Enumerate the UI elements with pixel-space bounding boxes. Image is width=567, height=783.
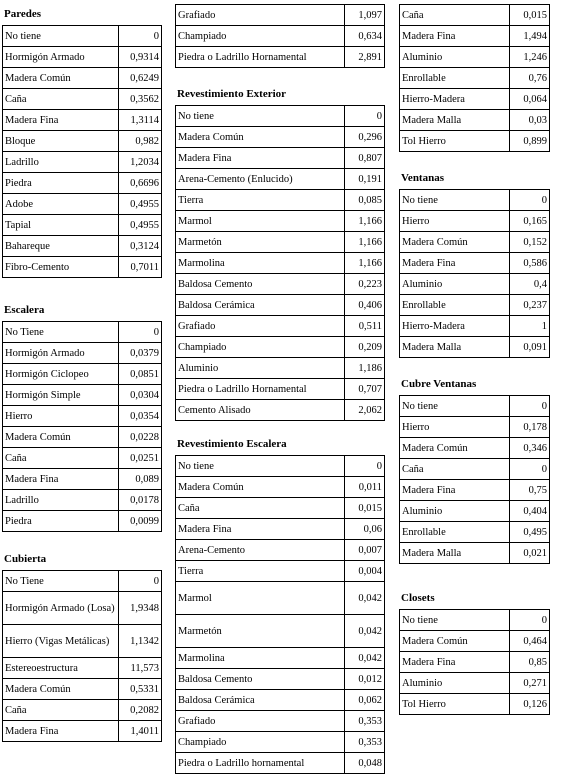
column-2	[175, 4, 385, 774]
factor-value: 0,237	[509, 295, 550, 316]
factor-value: 0,004	[345, 561, 385, 582]
material-label: Adobe	[3, 194, 119, 215]
table-row	[176, 561, 385, 582]
material-label: Tapial	[3, 215, 119, 236]
table-row	[3, 511, 162, 532]
factor-value: 0	[345, 106, 385, 127]
factor-value: 0,165	[509, 211, 550, 232]
table-row	[3, 658, 162, 679]
table-row	[400, 673, 550, 694]
table-row	[400, 131, 550, 152]
material-label: No Tiene	[3, 571, 119, 592]
table-row	[400, 190, 550, 211]
table-row	[3, 257, 162, 278]
material-label: Madera Fina	[3, 721, 119, 742]
factor-value: 0,011	[345, 477, 385, 498]
factor-value: 0,06	[345, 519, 385, 540]
material-label: Bloque	[3, 131, 119, 152]
table-row	[400, 501, 550, 522]
table-row	[3, 343, 162, 364]
table-row	[176, 274, 385, 295]
material-label: Madera Malla	[400, 110, 510, 131]
factor-value: 0,091	[509, 337, 550, 358]
table-row	[3, 625, 162, 658]
material-label: Caña	[3, 700, 119, 721]
factor-value: 0,85	[509, 652, 550, 673]
section-revestimiento-interior-cont	[175, 4, 385, 68]
table-row	[400, 274, 550, 295]
factor-table	[2, 25, 162, 278]
table-row	[3, 215, 162, 236]
factor-value: 0	[119, 571, 162, 592]
factor-value: 0,6249	[119, 68, 162, 89]
table-row	[3, 679, 162, 700]
table-row	[176, 648, 385, 669]
material-label: Madera Fina	[400, 253, 510, 274]
table-row	[3, 47, 162, 68]
material-label: Madera Común	[400, 232, 510, 253]
material-label: Bahareque	[3, 236, 119, 257]
material-label: Madera Común	[400, 631, 510, 652]
table-row	[176, 753, 385, 774]
factor-value: 0,404	[509, 501, 550, 522]
section-puertas-cont	[399, 4, 550, 152]
table-row	[3, 194, 162, 215]
material-label: Estereoestructura	[3, 658, 119, 679]
table-row	[400, 316, 550, 337]
table-row	[176, 47, 385, 68]
table-row	[3, 469, 162, 490]
factor-value: 0,012	[345, 669, 385, 690]
section-revestimiento-escalera	[175, 434, 385, 774]
table-row	[176, 669, 385, 690]
material-label: No tiene	[3, 26, 119, 47]
factor-value: 1,4011	[119, 721, 162, 742]
section-revestimiento-exterior	[175, 84, 385, 421]
material-label: No tiene	[176, 106, 345, 127]
section-closets	[399, 588, 550, 715]
factor-value: 0,042	[345, 582, 385, 615]
factor-value: 0,03	[509, 110, 550, 131]
section-title: Revestimiento Exterior	[177, 88, 287, 100]
factor-value: 11,573	[119, 658, 162, 679]
factor-value: 0	[119, 26, 162, 47]
material-label: Grafiado	[176, 5, 345, 26]
factor-value: 0,4	[509, 274, 550, 295]
table-row	[176, 711, 385, 732]
factor-table	[2, 321, 162, 532]
material-label: Arena-Cemento	[176, 540, 345, 561]
table-row	[3, 68, 162, 89]
factor-value: 0,021	[509, 543, 550, 564]
factor-value: 0,085	[345, 190, 385, 211]
table-row	[400, 211, 550, 232]
table-row	[400, 5, 550, 26]
factor-value: 1,186	[345, 358, 385, 379]
factor-value: 0,5331	[119, 679, 162, 700]
factor-value: 0,271	[509, 673, 550, 694]
table-row	[176, 400, 385, 421]
section-title: Escalera	[4, 304, 45, 316]
material-label: Madera Común	[3, 679, 119, 700]
factor-value: 0,296	[345, 127, 385, 148]
section-title: Paredes	[4, 8, 42, 20]
material-label: Enrollable	[400, 522, 510, 543]
factor-value: 0,062	[345, 690, 385, 711]
factor-value: 0,3124	[119, 236, 162, 257]
material-label: Hierro	[400, 211, 510, 232]
factor-value: 0,0851	[119, 364, 162, 385]
table-row	[3, 490, 162, 511]
factor-value: 0,586	[509, 253, 550, 274]
material-label: Marmol	[176, 211, 345, 232]
material-label: Tol Hierro	[400, 131, 510, 152]
factor-value: 0,7011	[119, 257, 162, 278]
material-label: Marmolina	[176, 253, 345, 274]
material-label: Grafiado	[176, 316, 345, 337]
material-label: Hierro	[3, 406, 119, 427]
factor-value: 0,0251	[119, 448, 162, 469]
material-label: Madera Fina	[400, 26, 510, 47]
material-label: Ladrillo	[3, 490, 119, 511]
material-label: Madera Fina	[3, 110, 119, 131]
material-label: Hormigón Armado	[3, 343, 119, 364]
factor-value: 1,166	[345, 232, 385, 253]
table-row	[3, 110, 162, 131]
table-row	[400, 47, 550, 68]
table-row	[400, 68, 550, 89]
table-row	[3, 448, 162, 469]
factor-value: 0,126	[509, 694, 550, 715]
factor-value: 0,353	[345, 732, 385, 753]
material-label: Madera Común	[176, 127, 345, 148]
material-label: No tiene	[400, 190, 510, 211]
material-label: Baldosa Cemento	[176, 669, 345, 690]
table-row	[400, 337, 550, 358]
table-row	[3, 89, 162, 110]
factor-value: 0,0379	[119, 343, 162, 364]
table-row	[176, 169, 385, 190]
factor-value: 0,2082	[119, 700, 162, 721]
table-row	[176, 295, 385, 316]
table-row	[176, 190, 385, 211]
table-row	[176, 148, 385, 169]
material-label: Champiado	[176, 337, 345, 358]
factor-value: 0,042	[345, 615, 385, 648]
factor-table	[175, 455, 385, 774]
section-escalera	[2, 300, 162, 532]
table-row	[3, 131, 162, 152]
material-label: Hormigón Armado (Losa)	[3, 592, 119, 625]
factor-table	[399, 395, 550, 564]
factor-value: 0,9314	[119, 47, 162, 68]
factor-value: 0,178	[509, 417, 550, 438]
factor-value: 0,634	[345, 26, 385, 47]
section-title: Revestimiento Escalera	[177, 438, 287, 450]
factor-value: 0,6696	[119, 173, 162, 194]
table-row	[3, 236, 162, 257]
factor-value: 0	[509, 396, 550, 417]
factor-value: 1,1342	[119, 625, 162, 658]
section-title: Cubre Ventanas	[401, 378, 477, 390]
factor-value: 0,048	[345, 753, 385, 774]
table-row	[3, 592, 162, 625]
material-label: No tiene	[400, 396, 510, 417]
factor-value: 0	[509, 610, 550, 631]
table-row	[400, 480, 550, 501]
section-title: Ventanas	[401, 172, 444, 184]
material-label: No tiene	[400, 610, 510, 631]
factor-value: 0,0228	[119, 427, 162, 448]
material-label: Marmetón	[176, 615, 345, 648]
material-label: Aluminio	[400, 47, 510, 68]
table-row	[3, 173, 162, 194]
material-label: Ladrillo	[3, 152, 119, 173]
material-label: Marmolina	[176, 648, 345, 669]
material-label: Piedra o Ladrillo hornamental	[176, 753, 345, 774]
material-label: Piedra	[3, 511, 119, 532]
factor-value: 1,097	[345, 5, 385, 26]
factor-value: 0,191	[345, 169, 385, 190]
table-row	[400, 694, 550, 715]
factor-value: 0,346	[509, 438, 550, 459]
material-label: Hierro	[400, 417, 510, 438]
factor-table	[399, 189, 550, 358]
material-label: Tierra	[176, 561, 345, 582]
material-label: Madera Fina	[3, 469, 119, 490]
table-row	[400, 295, 550, 316]
factor-value: 1,9348	[119, 592, 162, 625]
material-label: Champiado	[176, 26, 345, 47]
section-cubre-ventanas	[399, 374, 550, 564]
material-label: Arena-Cemento (Enlucido)	[176, 169, 345, 190]
factor-value: 0,464	[509, 631, 550, 652]
factor-value: 0,209	[345, 337, 385, 358]
material-label: Hormigón Simple	[3, 385, 119, 406]
factor-value: 0,223	[345, 274, 385, 295]
factor-value: 1,2034	[119, 152, 162, 173]
material-label: Piedra o Ladrillo Hornamental	[176, 379, 345, 400]
material-label: Madera Malla	[400, 337, 510, 358]
section-paredes	[2, 4, 162, 278]
column-3	[399, 4, 550, 715]
factor-value: 0,511	[345, 316, 385, 337]
material-label: Madera Común	[3, 427, 119, 448]
factor-value: 0,0354	[119, 406, 162, 427]
table-row	[400, 396, 550, 417]
table-row	[176, 316, 385, 337]
material-label: Hierro-Madera	[400, 316, 510, 337]
material-label: Baldosa Cerámica	[176, 295, 345, 316]
material-label: Cemento Alisado	[176, 400, 345, 421]
factor-value: 0	[119, 322, 162, 343]
factor-value: 0,0304	[119, 385, 162, 406]
material-label: Madera Fina	[400, 652, 510, 673]
table-row	[176, 253, 385, 274]
factor-value: 0,406	[345, 295, 385, 316]
table-row	[176, 615, 385, 648]
column-1	[2, 4, 162, 742]
factor-value: 0	[345, 456, 385, 477]
material-label: Aluminio	[400, 673, 510, 694]
table-row	[400, 438, 550, 459]
table-row	[3, 322, 162, 343]
section-ventanas	[399, 168, 550, 358]
factor-value: 1,494	[509, 26, 550, 47]
factor-value: 0,495	[509, 522, 550, 543]
table-row	[3, 571, 162, 592]
material-label: Marmetón	[176, 232, 345, 253]
factor-value: 2,062	[345, 400, 385, 421]
factor-value: 0,4955	[119, 215, 162, 236]
table-row	[3, 700, 162, 721]
factor-value: 1,3114	[119, 110, 162, 131]
material-label: Enrollable	[400, 295, 510, 316]
material-label: Caña	[176, 498, 345, 519]
material-label: Baldosa Cemento	[176, 274, 345, 295]
table-row	[176, 732, 385, 753]
factor-value: 0,015	[509, 5, 550, 26]
material-label: Caña	[3, 448, 119, 469]
material-label: Aluminio	[400, 501, 510, 522]
table-row	[176, 127, 385, 148]
factor-table	[399, 609, 550, 715]
factor-value: 1,166	[345, 211, 385, 232]
factor-value: 0,064	[509, 89, 550, 110]
table-row	[400, 417, 550, 438]
factor-value: 0,76	[509, 68, 550, 89]
material-label: Hormigón Armado	[3, 47, 119, 68]
material-label: Champiado	[176, 732, 345, 753]
table-row	[176, 379, 385, 400]
table-row	[400, 89, 550, 110]
factor-value: 0,707	[345, 379, 385, 400]
table-row	[176, 519, 385, 540]
factor-value: 1	[509, 316, 550, 337]
table-row	[3, 26, 162, 47]
material-label: Aluminio	[176, 358, 345, 379]
material-label: Madera Fina	[176, 148, 345, 169]
table-row	[176, 337, 385, 358]
factor-value: 0,75	[509, 480, 550, 501]
factor-value: 0,982	[119, 131, 162, 152]
table-row	[176, 358, 385, 379]
table-row	[3, 427, 162, 448]
factor-value: 0,899	[509, 131, 550, 152]
factor-table	[2, 570, 162, 742]
material-label: Madera Fina	[400, 480, 510, 501]
table-row	[3, 406, 162, 427]
table-row	[3, 152, 162, 173]
table-row	[176, 690, 385, 711]
factor-value: 0	[509, 190, 550, 211]
table-row	[176, 498, 385, 519]
factor-value: 0,0178	[119, 490, 162, 511]
material-label: Hierro-Madera	[400, 89, 510, 110]
table-row	[400, 26, 550, 47]
factor-table	[175, 4, 385, 68]
table-row	[400, 232, 550, 253]
section-cubierta	[2, 549, 162, 742]
factor-value: 0,807	[345, 148, 385, 169]
factor-value: 1,246	[509, 47, 550, 68]
table-row	[176, 477, 385, 498]
material-label: Fibro-Cemento	[3, 257, 119, 278]
material-label: No tiene	[176, 456, 345, 477]
material-label: Tol Hierro	[400, 694, 510, 715]
material-label: Madera Común	[176, 477, 345, 498]
table-row	[176, 582, 385, 615]
section-title: Cubierta	[4, 553, 47, 565]
table-row	[3, 385, 162, 406]
material-label: Piedra o Ladrillo Hornamental	[176, 47, 345, 68]
material-label: Marmol	[176, 582, 345, 615]
factor-value: 0,353	[345, 711, 385, 732]
table-row	[400, 652, 550, 673]
material-label: Madera Fina	[176, 519, 345, 540]
table-row	[400, 610, 550, 631]
table-row	[3, 721, 162, 742]
factor-value: 0,4955	[119, 194, 162, 215]
table-row	[400, 110, 550, 131]
factor-value: 0,015	[345, 498, 385, 519]
factor-value: 0,089	[119, 469, 162, 490]
material-label: Hierro (Vigas Metálicas)	[3, 625, 119, 658]
factor-value: 0,007	[345, 540, 385, 561]
table-row	[400, 459, 550, 480]
factor-value: 0,0099	[119, 511, 162, 532]
table-row	[176, 211, 385, 232]
table-row	[176, 456, 385, 477]
table-row	[176, 232, 385, 253]
material-label: Caña	[400, 5, 510, 26]
table-row	[176, 5, 385, 26]
material-label: Tierra	[176, 190, 345, 211]
factor-value: 0	[509, 459, 550, 480]
factor-value: 0,3562	[119, 89, 162, 110]
material-label: Grafiado	[176, 711, 345, 732]
table-row	[3, 364, 162, 385]
material-label: Caña	[3, 89, 119, 110]
material-label: Enrollable	[400, 68, 510, 89]
material-label: Aluminio	[400, 274, 510, 295]
material-label: Madera Común	[3, 68, 119, 89]
material-label: Caña	[400, 459, 510, 480]
table-row	[176, 106, 385, 127]
material-label: Piedra	[3, 173, 119, 194]
table-row	[176, 540, 385, 561]
section-title: Closets	[401, 592, 435, 604]
material-label: No Tiene	[3, 322, 119, 343]
factor-value: 2,891	[345, 47, 385, 68]
factor-table	[175, 105, 385, 421]
table-row	[400, 522, 550, 543]
material-label: Baldosa Cerámica	[176, 690, 345, 711]
factor-table	[399, 4, 550, 152]
factor-value: 1,166	[345, 253, 385, 274]
factor-value: 0,152	[509, 232, 550, 253]
material-label: Madera Común	[400, 438, 510, 459]
table-row	[400, 253, 550, 274]
material-label: Madera Malla	[400, 543, 510, 564]
table-row	[400, 631, 550, 652]
material-label: Hormigón Ciclopeo	[3, 364, 119, 385]
factor-value: 0,042	[345, 648, 385, 669]
table-row	[400, 543, 550, 564]
table-row	[176, 26, 385, 47]
